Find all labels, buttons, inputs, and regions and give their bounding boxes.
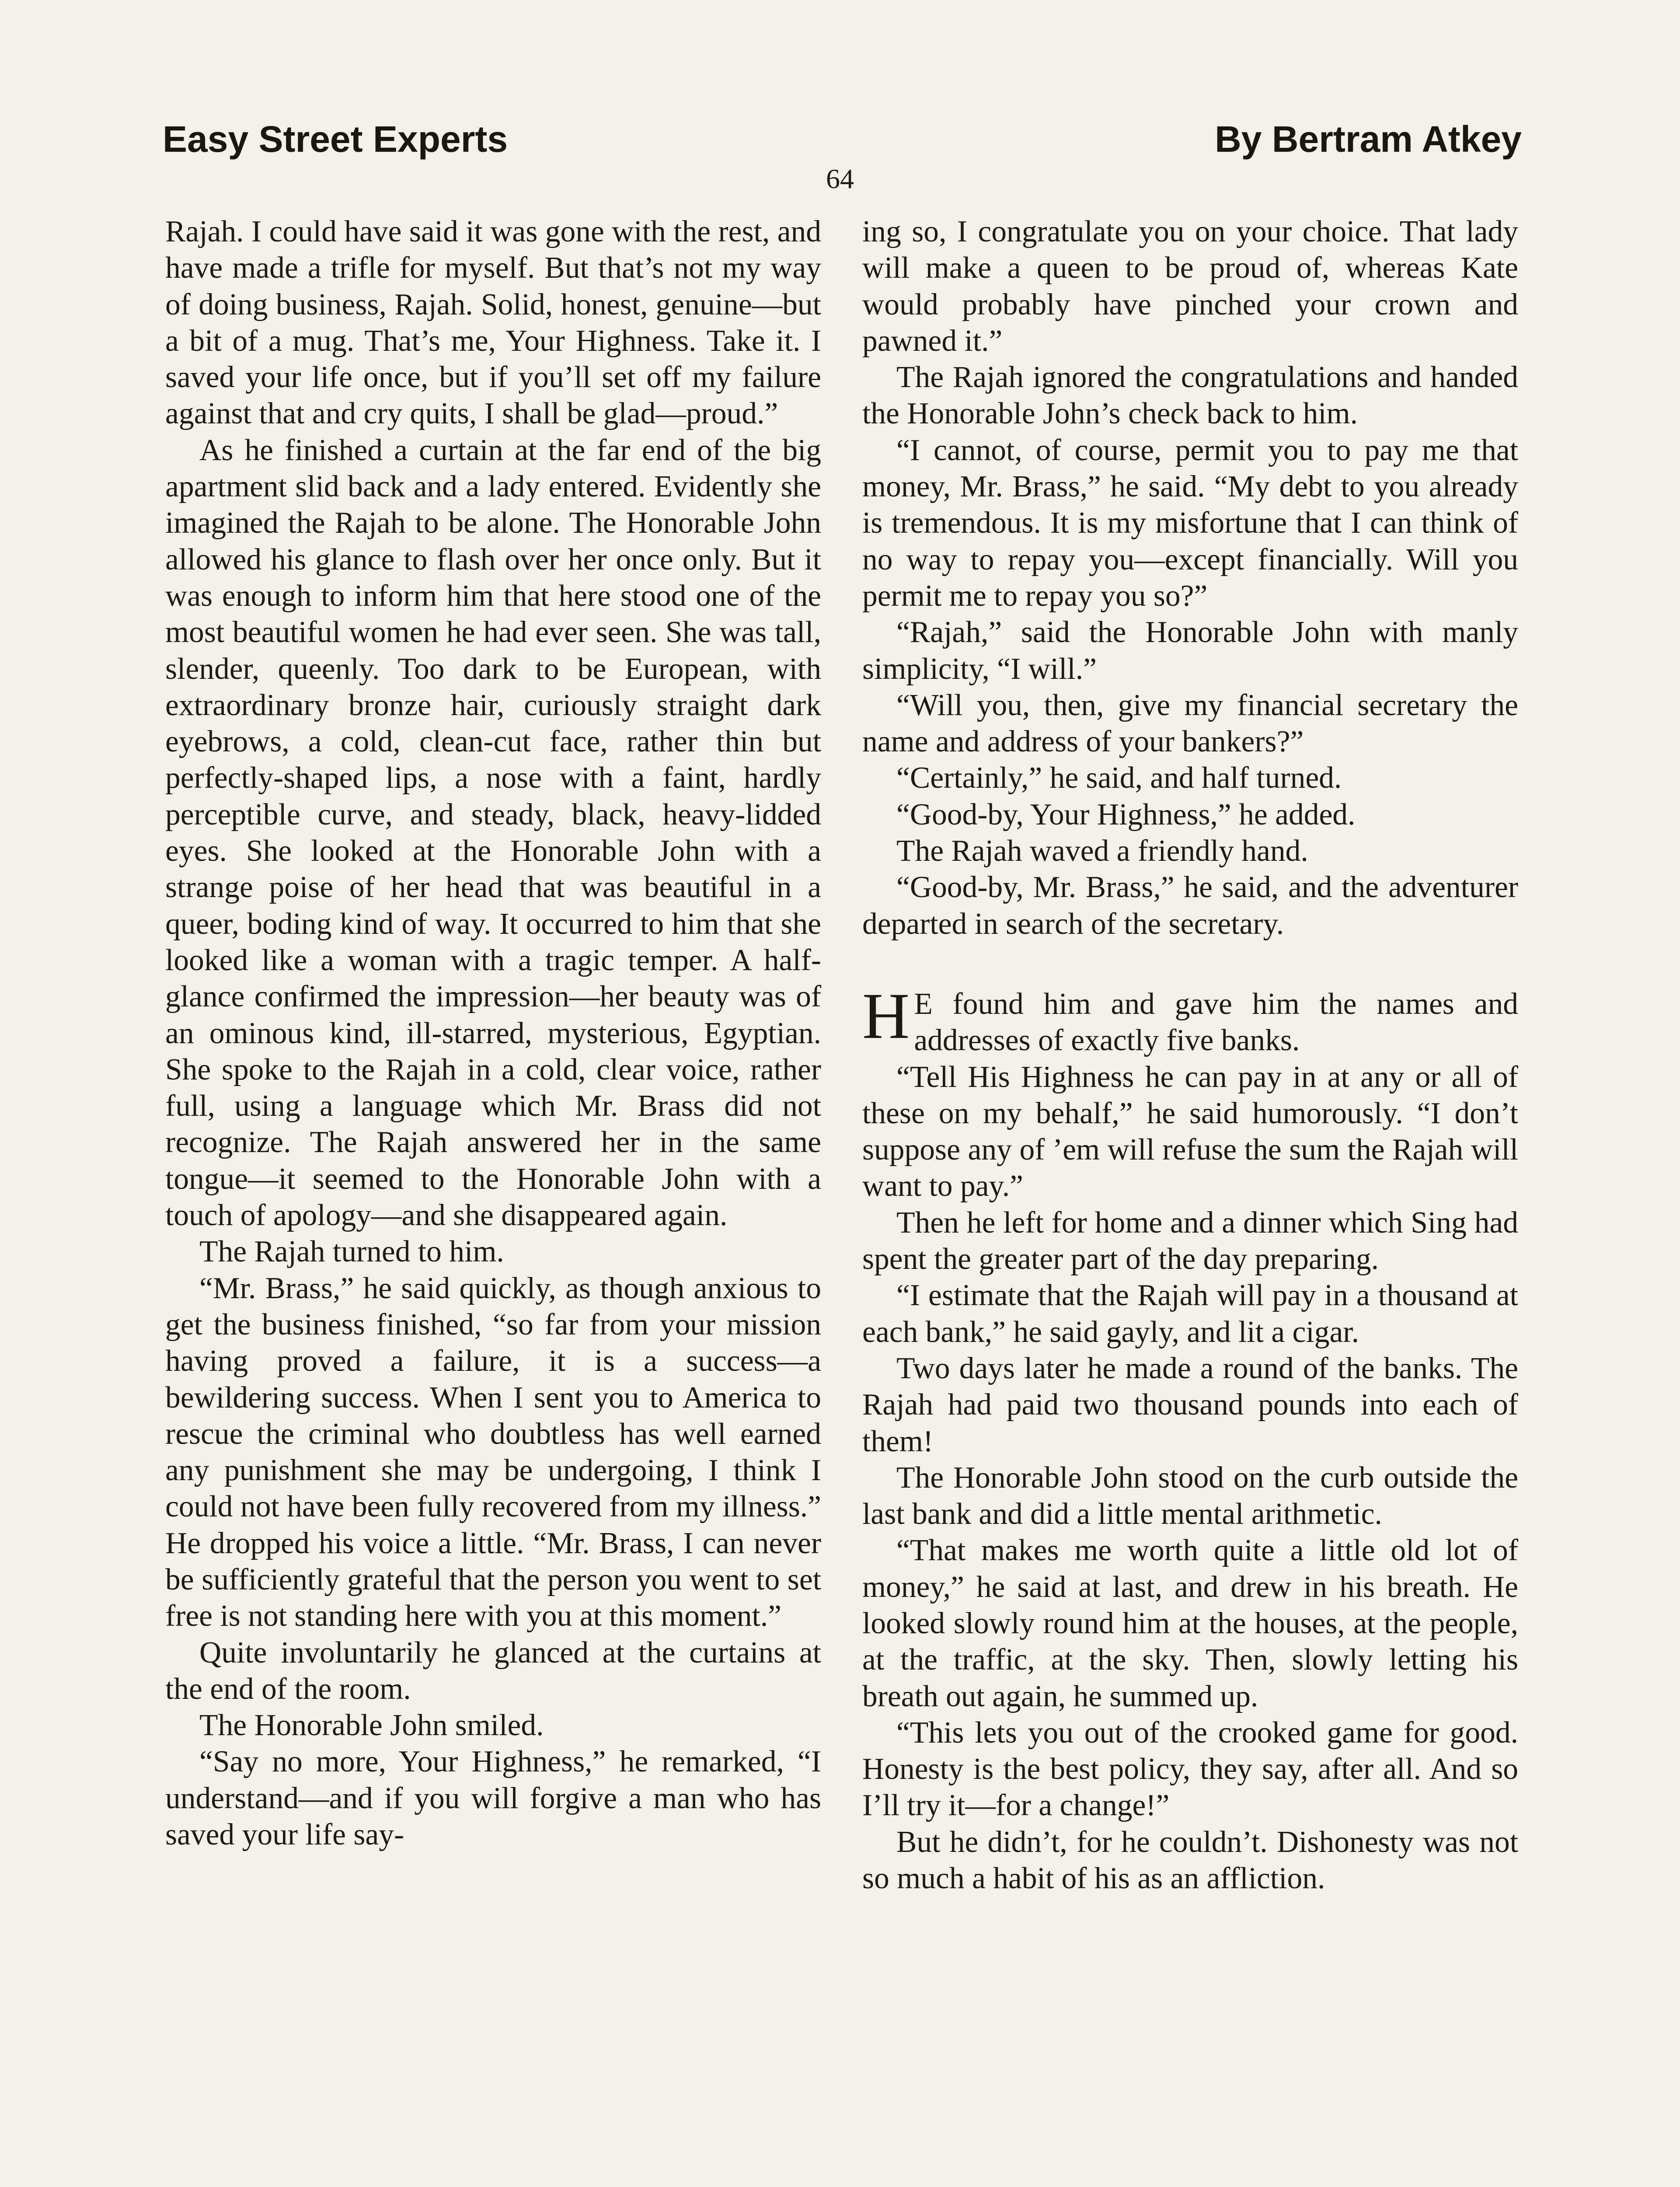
paragraph: “This lets you out of the crooked game for good. Honesty is the best policy, they say, after all. And so I’ll try it—for a change!”: [862, 1715, 1518, 1823]
left-column: [165, 213, 821, 1853]
page-number: 64: [826, 163, 854, 194]
paragraph: The Honorable John stood on the curb outside the last bank and did a little mental arithmetic.: [862, 1460, 1518, 1531]
section-opening-paragraph: [862, 979, 1518, 1059]
section-opening-text: E found him and gave him the names and addresses of exactly five banks.: [914, 987, 1518, 1058]
paragraph: “Tell His Highness he can pay in at any or all of these on my behalf,” he said humorously. “I don’t suppose any of ’em will refuse the sum the Rajah will want to pay.”: [862, 1060, 1518, 1203]
paragraph: Quite involuntarily he glanced at the curtains at the end of the room.: [165, 1635, 821, 1706]
drop-cap: H: [862, 979, 910, 1052]
paragraph: “Say no more, Your Highness,” he remarked, “I understand—and if you will forgive a man who has saved your life say-: [165, 1745, 821, 1852]
right-column: [862, 213, 1518, 1897]
paragraph: “I estimate that the Rajah will pay in a thousand at each bank,” he said gayly, and lit a cigar.: [862, 1279, 1518, 1349]
paragraph: The Rajah turned to him.: [199, 1235, 504, 1269]
story-author: By Bertram Atkey: [1215, 119, 1522, 160]
paragraph: The Rajah waved a friendly hand.: [896, 834, 1308, 868]
paragraph: “Certainly,” he said, and half turned.: [896, 761, 1342, 795]
paragraph: Two days later he made a round of the banks. The Rajah had paid two thousand pounds into each of them!: [862, 1351, 1518, 1458]
paragraph: As he finished a curtain at the far end of the big apartment slid back and a lady entered. Evidently she imagined the Rajah to be alone. The Honorable John allowed his glance to flash over her once only. But it was enough to inform him that here stood one of the most beautiful women he had ever seen. She was tall, slender, queenly. Too dark to be European, with extraordinary bronze hair, curiously straight dark eyebrows, a cold, clean-cut face, rather thin but perfectly-shaped lips, a nose with a faint, hardly perceptible curve, and steady, black, heavy-lidded eyes. She looked at the Honorable John with a strange poise of her head that was beautiful in a queer, boding kind of way. It occurred to him that she looked like a woman with a tragic temper. A half-glance confirmed the impression—her beauty was of an ominous kind, ill-starred, mysterious, Egyptian. She spoke to the Rajah in a cold, clear voice, rather full, using a language which Mr. Brass did not recognize. The Rajah answered her in the same tongue—it seemed to the Honorable John with a touch of apology—and she disappeared again.: [165, 433, 821, 1233]
paragraph: The Honorable John smiled.: [199, 1708, 544, 1743]
paragraph: “Rajah,” said the Honorable John with manly simplicity, “I will.”: [862, 615, 1518, 686]
paragraph: ing so, I congratulate you on your choice. That lady will make a queen to be proud of, whereas Kate would probably have pinched your crown and pawned it.”: [862, 215, 1518, 358]
paragraph: “Good-by, Your Highness,” he added.: [896, 797, 1356, 831]
paragraph: Then he left for home and a dinner which Sing had spent the greater part of the day preparing.: [862, 1205, 1518, 1276]
magazine-story-title: Easy Street Experts: [163, 119, 508, 160]
paragraph: “Mr. Brass,” he said quickly, as though anxious to get the business finished, “so far from your mission having proved a failure, it is a success—a bewildering success. When I sent you to America to rescue the criminal who doubtless has well earned any punishment she may be undergoing, I think I could not have been fully recovered from my illness.” He dropped his voice a little. “Mr. Brass, I can never be sufficiently grateful that the person you went to set free is not standing here with you at this moment.”: [165, 1271, 821, 1633]
paragraph: Rajah. I could have said it was gone with the rest, and have made a trifle for myself. But that’s not my way of doing business, Rajah. Solid, honest, genuine—but a bit of a mug. That’s me, Your Highness. Take it. I saved your life once, but if you’ll set off my failure against that and cry quits, I shall be glad—proud.”: [165, 215, 821, 431]
paragraph: “Good-by, Mr. Brass,” he said, and the adventurer departed in search of the secretary.: [862, 870, 1518, 941]
paragraph: But he didn’t, for he couldn’t. Dishonesty was not so much a habit of his as an affliction.: [862, 1825, 1518, 1896]
paragraph: “Will you, then, give my financial secretary the name and address of your bankers?”: [862, 688, 1518, 759]
paragraph: The Rajah ignored the congratulations and handed the Honorable John’s check back to him.: [862, 360, 1518, 431]
paragraph: “I cannot, of course, permit you to pay me that money, Mr. Brass,” he said. “My debt to you already is tremendous. It is my misfortune that I can think of no way to repay you—except financially. Will you permit me to repay you so?”: [862, 433, 1518, 613]
paragraph: “That makes me worth quite a little old lot of money,” he said at last, and drew in his breath. He looked slowly round him at the houses, at the people, at the traffic, at the sky. Then, slowly letting his breath out again, he summed up.: [862, 1534, 1518, 1713]
